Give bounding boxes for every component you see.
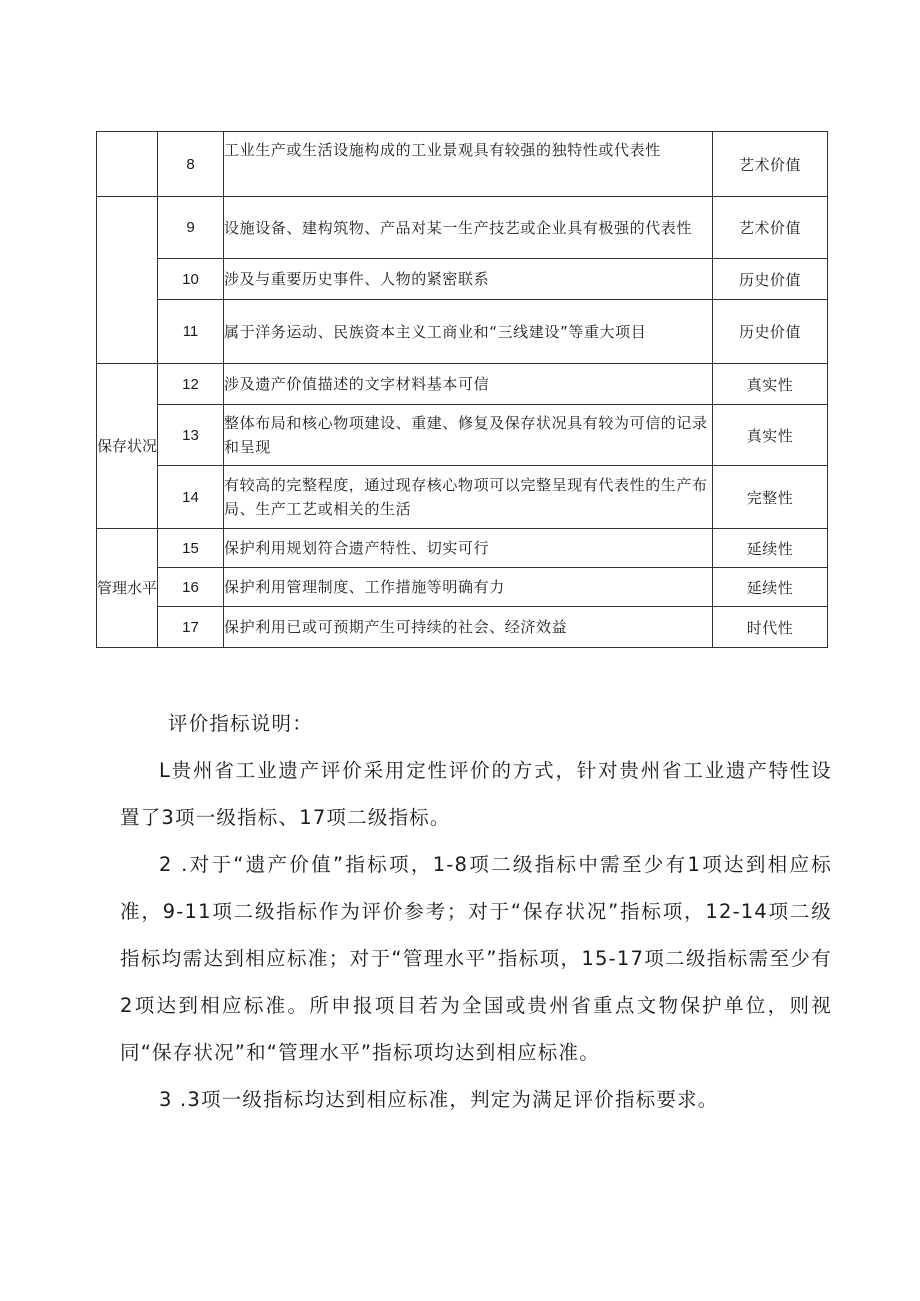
index-class: 艺术价值 [713,197,828,259]
table-row [97,466,828,529]
category-cell-preservation: 保存状况 [97,364,158,529]
index-number: 14 [158,466,224,529]
category-cell-empty [97,197,158,364]
table-row [97,405,828,466]
index-class: 完整性 [713,466,828,529]
index-class: 艺术价值 [713,132,828,197]
index-class: 真实性 [713,364,828,405]
index-description: 工业生产或生活设施构成的工业景观具有较强的独特性或代表性 [224,132,713,197]
table-row [97,607,828,648]
index-class: 延续性 [713,568,828,607]
evaluation-notes [120,700,832,1123]
index-class: 历史价值 [713,259,828,300]
index-description: 保护利用规划符合遗产特性、切实可行 [224,529,713,568]
index-number: 11 [158,300,224,364]
table-row [97,529,828,568]
index-description: 属于洋务运动、民族资本主义工商业和“三线建设”等重大项目 [224,300,713,364]
index-number: 8 [158,132,224,197]
index-description: 整体布局和核心物项建设、重建、修复及保存状况具有较为可信的记录和呈现 [224,405,713,466]
evaluation-index-table [96,131,828,648]
table-row [97,568,828,607]
index-number: 17 [158,607,224,648]
index-number: 12 [158,364,224,405]
note-item: 3 .3项一级指标均达到相应标准，判定为满足评价指标要求。 [159,1088,719,1111]
table-row [97,259,828,300]
index-number: 13 [158,405,224,466]
index-class: 真实性 [713,405,828,466]
index-number: 15 [158,529,224,568]
index-description: 有较高的完整程度，通过现存核心物项可以完整呈现有代表性的生产布局、生产工艺或相关的生活 [224,466,713,529]
index-class: 历史价值 [713,300,828,364]
table-row [97,197,828,259]
table-row [97,300,828,364]
category-cell-empty [97,132,158,197]
note-item: 2 .对于“遗产价值”指标项，1-8项二级指标中需至少有1项达到相应标准，9-11项二级指标作为评价参考；对于“保存状况”指标项，12-14项二级指标均需达到相应标准；对于“管理水平”指标项，15-17项二级指标需至少有2项达到相应标准。所申报项目若为全国或贵州省重点文物保护单位，则视同“保存状况”和“管理水平”指标项均达到相应标准。 [120,853,832,1064]
table-row [97,132,828,197]
index-number: 10 [158,259,224,300]
note-item: L贵州省工业遗产评价采用定性评价的方式，针对贵州省工业遗产特性设置了3项一级指标、17项二级指标。 [120,759,832,829]
index-description: 涉及与重要历史事件、人物的紧密联系 [224,259,713,300]
index-number: 16 [158,568,224,607]
index-class: 时代性 [713,607,828,648]
index-class: 延续性 [713,529,828,568]
category-cell-management: 管理水平 [97,529,158,648]
index-description: 保护利用管理制度、工作措施等明确有力 [224,568,713,607]
index-description: 涉及遗产价值描述的文字材料基本可信 [224,364,713,405]
index-number: 9 [158,197,224,259]
table-row [97,364,828,405]
notes-heading: 评价指标说明： [168,712,313,735]
index-description: 保护利用已或可预期产生可持续的社会、经济效益 [224,607,713,648]
index-description: 设施设备、建构筑物、产品对某一生产技艺或企业具有极强的代表性 [224,197,713,259]
